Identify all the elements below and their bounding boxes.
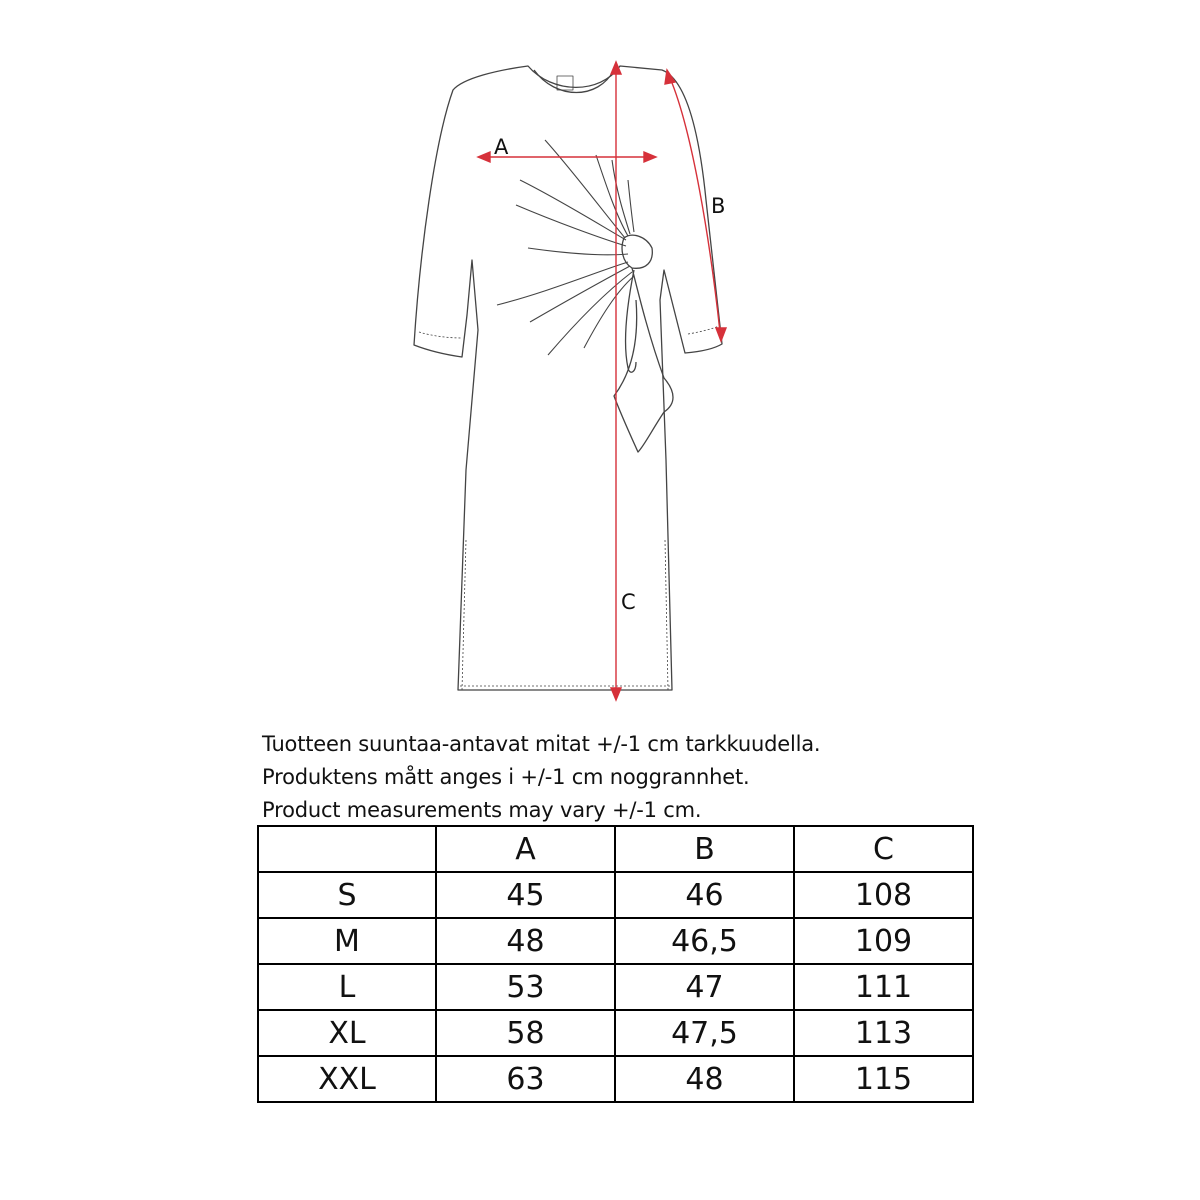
measure-b-arrow-top: [665, 70, 675, 84]
header-cell-a: A: [436, 826, 615, 872]
table-row: [258, 872, 973, 918]
header-cell-c: C: [794, 826, 973, 872]
size-cell: S: [258, 872, 436, 918]
value-cell-c: 111: [794, 964, 973, 1010]
measure-a-label: A: [494, 135, 509, 159]
size-cell: M: [258, 918, 436, 964]
note-swedish: Produktens mått anges i +/-1 cm noggrannhet.: [262, 765, 750, 789]
table-row: [258, 918, 973, 964]
size-cell: XXL: [258, 1056, 436, 1102]
right-slit: [665, 540, 668, 690]
size-cell: L: [258, 964, 436, 1010]
value-cell-c: 108: [794, 872, 973, 918]
value-cell-b: 47,5: [615, 1010, 794, 1056]
measure-a-arrow-right: [644, 152, 656, 162]
left-cuff: [419, 332, 462, 338]
value-cell-c: 109: [794, 918, 973, 964]
value-cell-a: 45: [436, 872, 615, 918]
value-cell-c: 113: [794, 1010, 973, 1056]
size-cell: XL: [258, 1010, 436, 1056]
value-cell-a: 58: [436, 1010, 615, 1056]
collar-label: [557, 76, 573, 90]
header-cell-size: [258, 826, 436, 872]
table-row: [258, 964, 973, 1010]
measure-c-arrow-bottom: [611, 688, 621, 700]
table-header-row: [258, 826, 973, 872]
size-table: [257, 825, 974, 1103]
value-cell-b: 47: [615, 964, 794, 1010]
note-finnish: Tuotteen suuntaa-antavat mitat +/-1 cm tarkkuudella.: [262, 732, 821, 756]
value-cell-b: 46: [615, 872, 794, 918]
measure-c-arrow-top: [611, 62, 621, 74]
pleat-lines: [497, 140, 634, 355]
value-cell-b: 46,5: [615, 918, 794, 964]
right-cuff: [688, 326, 719, 334]
value-cell-b: 48: [615, 1056, 794, 1102]
value-cell-a: 53: [436, 964, 615, 1010]
dress-outline: [414, 66, 722, 690]
value-cell-a: 63: [436, 1056, 615, 1102]
note-english: Product measurements may vary +/-1 cm.: [262, 798, 702, 822]
header-cell-b: B: [615, 826, 794, 872]
table-row: [258, 1056, 973, 1102]
measure-b-label: B: [711, 194, 726, 218]
measure-a-arrow-left: [478, 152, 490, 162]
measure-b-arrow-bottom: [716, 328, 726, 341]
value-cell-a: 48: [436, 918, 615, 964]
measurement-notes: [262, 728, 982, 827]
measure-c-label: C: [621, 590, 636, 614]
value-cell-c: 115: [794, 1056, 973, 1102]
table-row: [258, 1010, 973, 1056]
